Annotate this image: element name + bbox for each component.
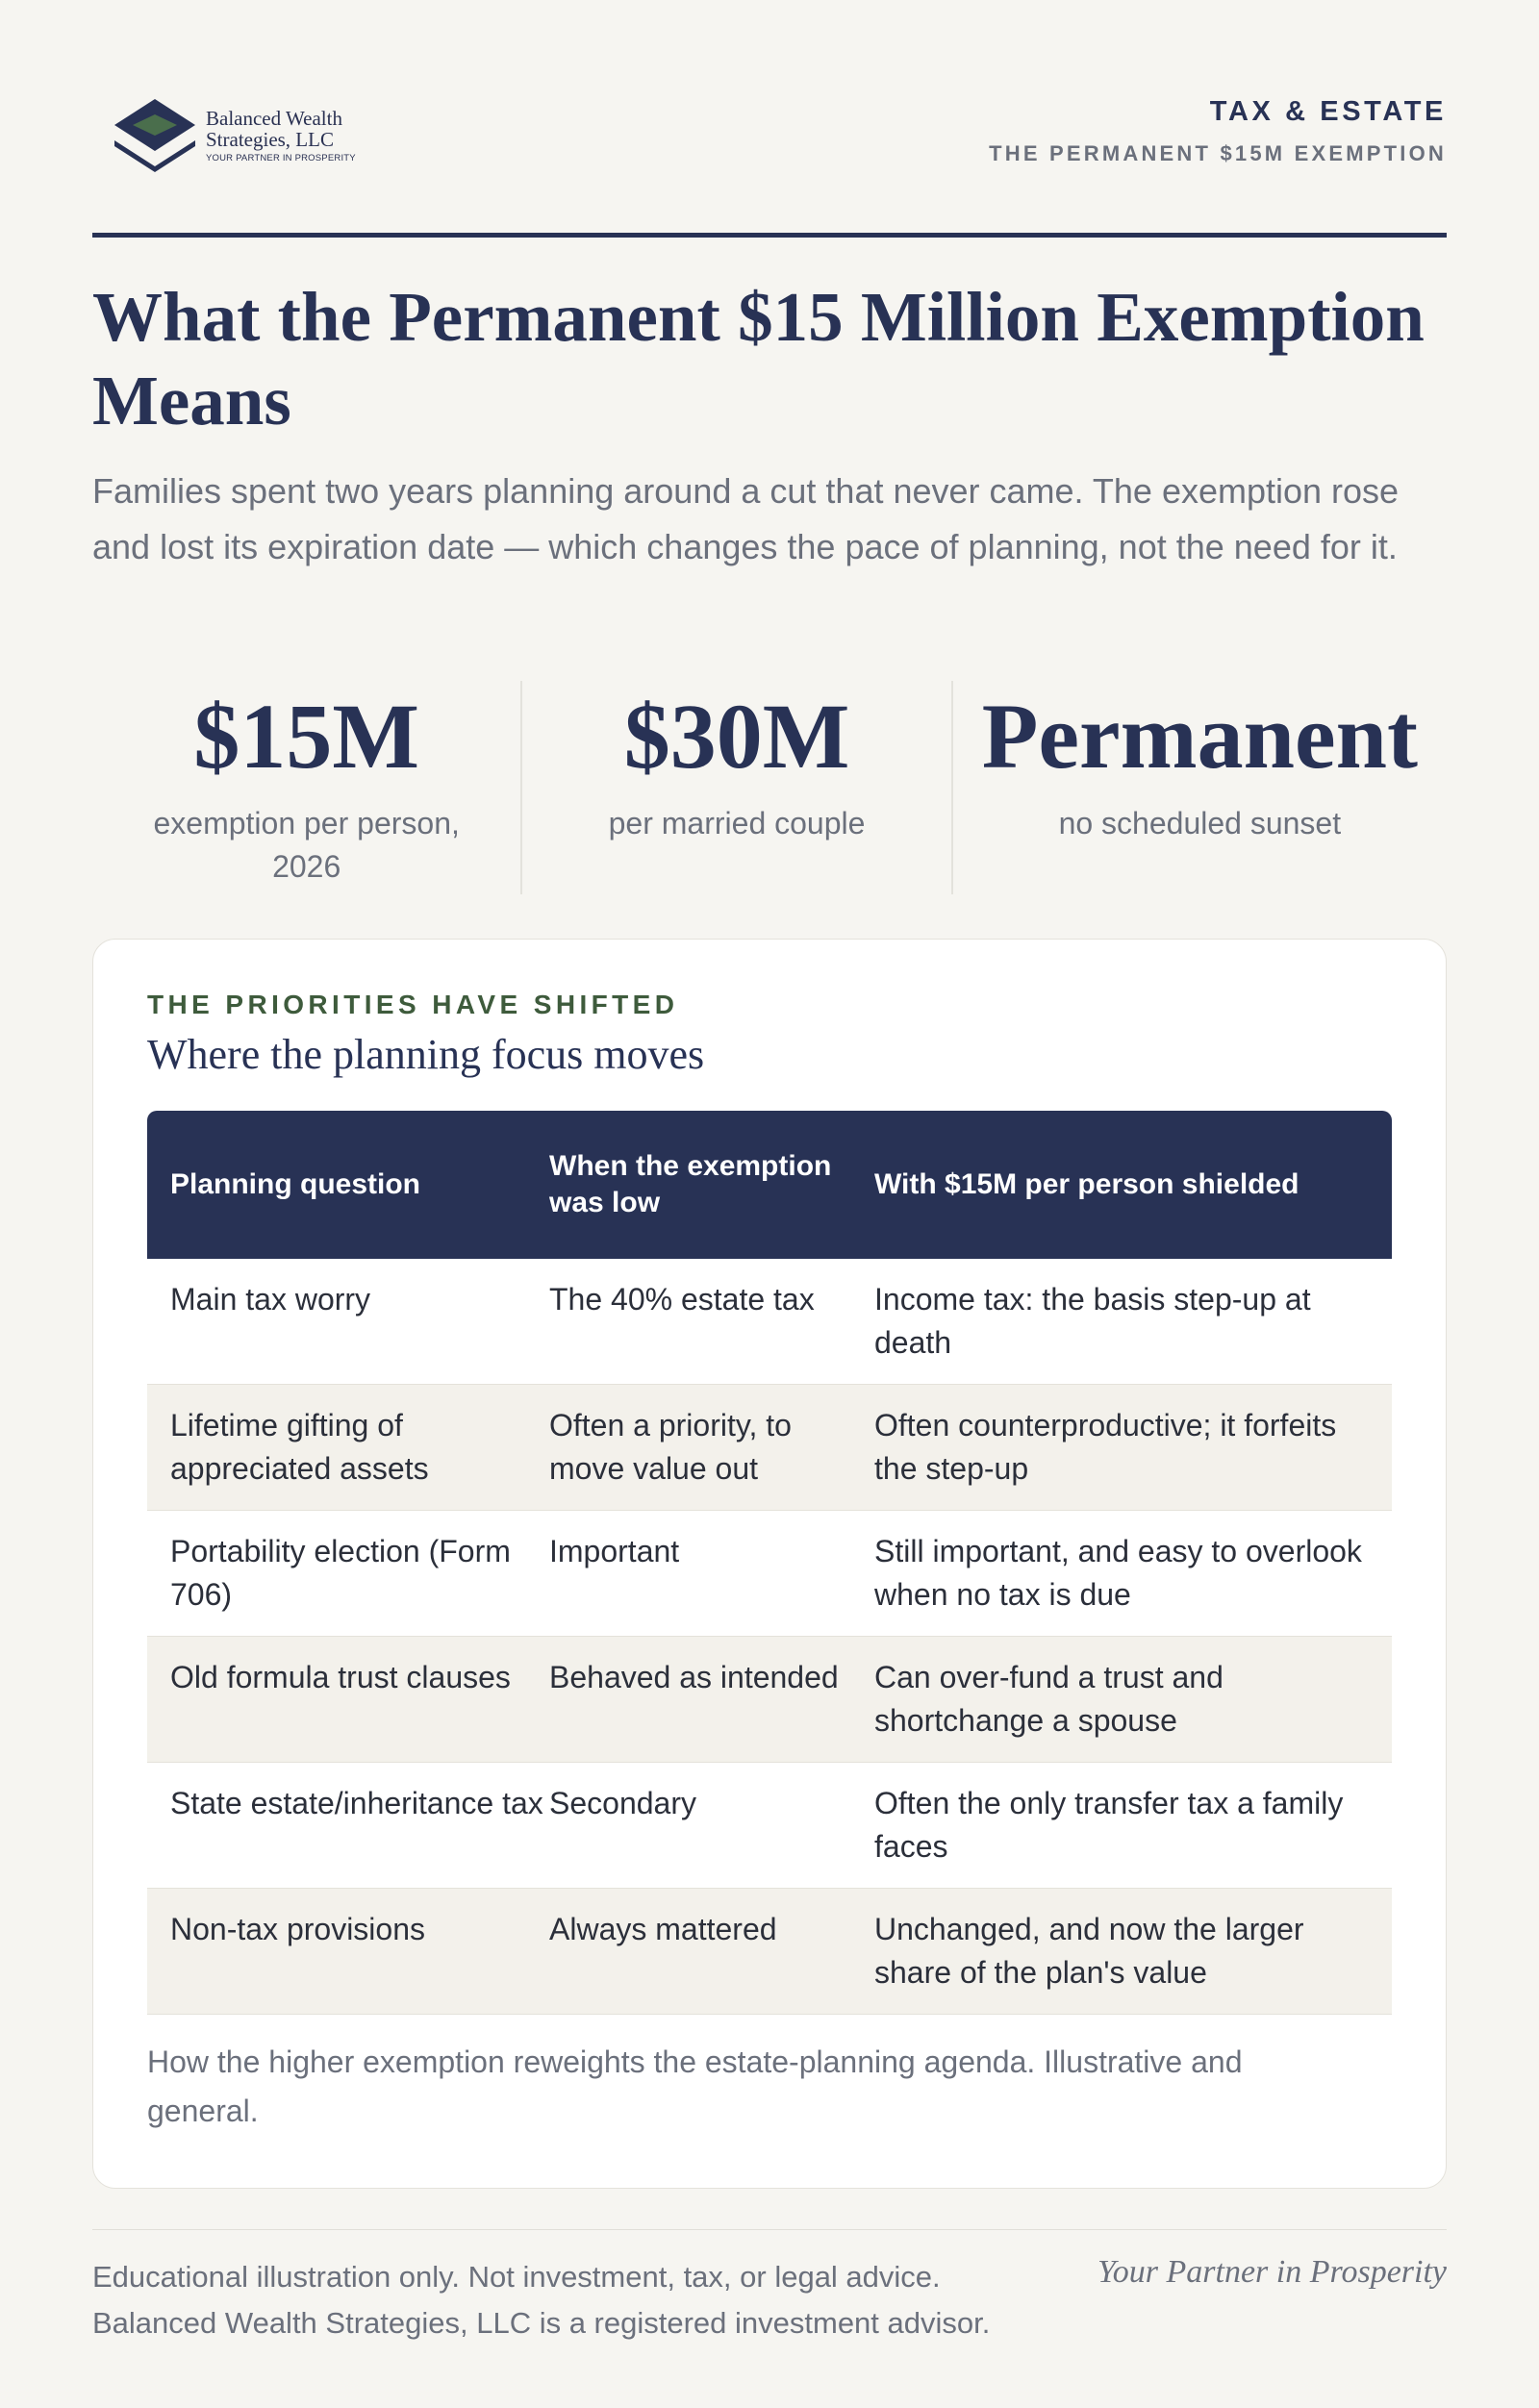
page bbox=[92, 0, 1447, 2340]
table-cell: State estate/inheritance tax bbox=[170, 1786, 543, 1820]
table-row bbox=[147, 1511, 1392, 1637]
header-subcategory: THE PERMANENT $15M EXEMPTION bbox=[989, 141, 1447, 165]
brand-logo bbox=[112, 96, 356, 175]
stat-value: $30M bbox=[623, 685, 850, 788]
table-cell: Behaved as intended bbox=[549, 1660, 839, 1694]
table-cell: Unchanged, and now the larger share of the plan's value bbox=[874, 1912, 1304, 1990]
header-category: TAX & ESTATE bbox=[1209, 96, 1447, 127]
stat-per-couple bbox=[520, 681, 950, 894]
table-caption: How the higher exemption reweights the estate-planning agenda. Illustrative and general. bbox=[147, 2044, 1243, 2128]
brand-name-line1: Balanced Wealth bbox=[206, 107, 342, 130]
header bbox=[92, 0, 1447, 237]
stat-value: Permanent bbox=[981, 685, 1418, 788]
stat-per-person bbox=[92, 681, 520, 894]
stat-permanence bbox=[951, 681, 1447, 894]
table-cell: Income tax: the basis step-up at death bbox=[874, 1282, 1311, 1360]
table-cell: Lifetime gifting of appreciated assets bbox=[170, 1408, 429, 1486]
table-cell: Still important, and easy to overlook when no tax is due bbox=[874, 1534, 1362, 1612]
table-cell: Non-tax provisions bbox=[170, 1912, 425, 1946]
table-cell: Often the only transfer tax a family faces bbox=[874, 1786, 1344, 1864]
brand-wordmark bbox=[206, 108, 356, 163]
header-labels bbox=[989, 96, 1447, 166]
column-header: Planning question bbox=[170, 1168, 420, 1200]
footer-tagline: Your Partner in Prosperity bbox=[1097, 2254, 1447, 2290]
footer-disclaimer bbox=[92, 2254, 1054, 2346]
stat-label: no scheduled sunset bbox=[1058, 806, 1342, 840]
intro-paragraph: Families spent two years planning around a cut that never came. The exemption rose and lost its expiration date — which changes the pace of planning, not the need for it. bbox=[92, 471, 1400, 566]
brand-name-line2: Strategies, LLC bbox=[206, 128, 334, 151]
diamond-logo-icon bbox=[112, 96, 198, 175]
stat-label: exemption per person, 2026 bbox=[153, 806, 460, 884]
table-cell: Important bbox=[549, 1534, 680, 1568]
table-cell: Portability election (Form 706) bbox=[170, 1534, 511, 1612]
table-row bbox=[147, 1637, 1392, 1763]
table-cell: Main tax worry bbox=[170, 1282, 371, 1317]
stat-label: per married couple bbox=[608, 806, 866, 840]
table-cell: Can over-fund a trust and shortchange a spouse bbox=[874, 1660, 1224, 1738]
card-title: Where the planning focus moves bbox=[147, 1031, 705, 1078]
table-header bbox=[147, 1111, 1392, 1259]
column-header: When the exemption was low bbox=[549, 1150, 832, 1218]
table-cell: Often a priority, to move value out bbox=[549, 1408, 792, 1486]
table-row bbox=[147, 1889, 1392, 2015]
footer-divider bbox=[92, 2229, 1447, 2230]
stats-row bbox=[92, 681, 1447, 894]
table-row bbox=[147, 1259, 1392, 1385]
priorities-card bbox=[92, 939, 1447, 2189]
table-cell: Always mattered bbox=[549, 1912, 777, 1946]
page-title: What the Permanent $15 Million Exemption Means bbox=[92, 278, 1425, 439]
table-cell: Secondary bbox=[549, 1786, 696, 1820]
card-eyebrow: THE PRIORITIES HAVE SHIFTED bbox=[147, 990, 679, 1019]
table-row bbox=[147, 1763, 1392, 1889]
table-cell: The 40% estate tax bbox=[549, 1282, 815, 1317]
disclaimer-line: Balanced Wealth Strategies, LLC is a registered investment advisor. bbox=[92, 2306, 991, 2340]
brand-tagline: YOUR PARTNER IN PROSPERITY bbox=[206, 153, 356, 163]
table-cell: Often counterproductive; it forfeits the step-up bbox=[874, 1408, 1337, 1486]
column-header: With $15M per person shielded bbox=[874, 1168, 1299, 1200]
stat-value: $15M bbox=[193, 685, 419, 788]
table-cell: Old formula trust clauses bbox=[170, 1660, 511, 1694]
header-divider bbox=[92, 233, 1447, 238]
disclaimer-line: Educational illustration only. Not investment, tax, or legal advice. bbox=[92, 2260, 941, 2294]
planning-table bbox=[147, 1111, 1392, 2015]
table-row bbox=[147, 1385, 1392, 1511]
